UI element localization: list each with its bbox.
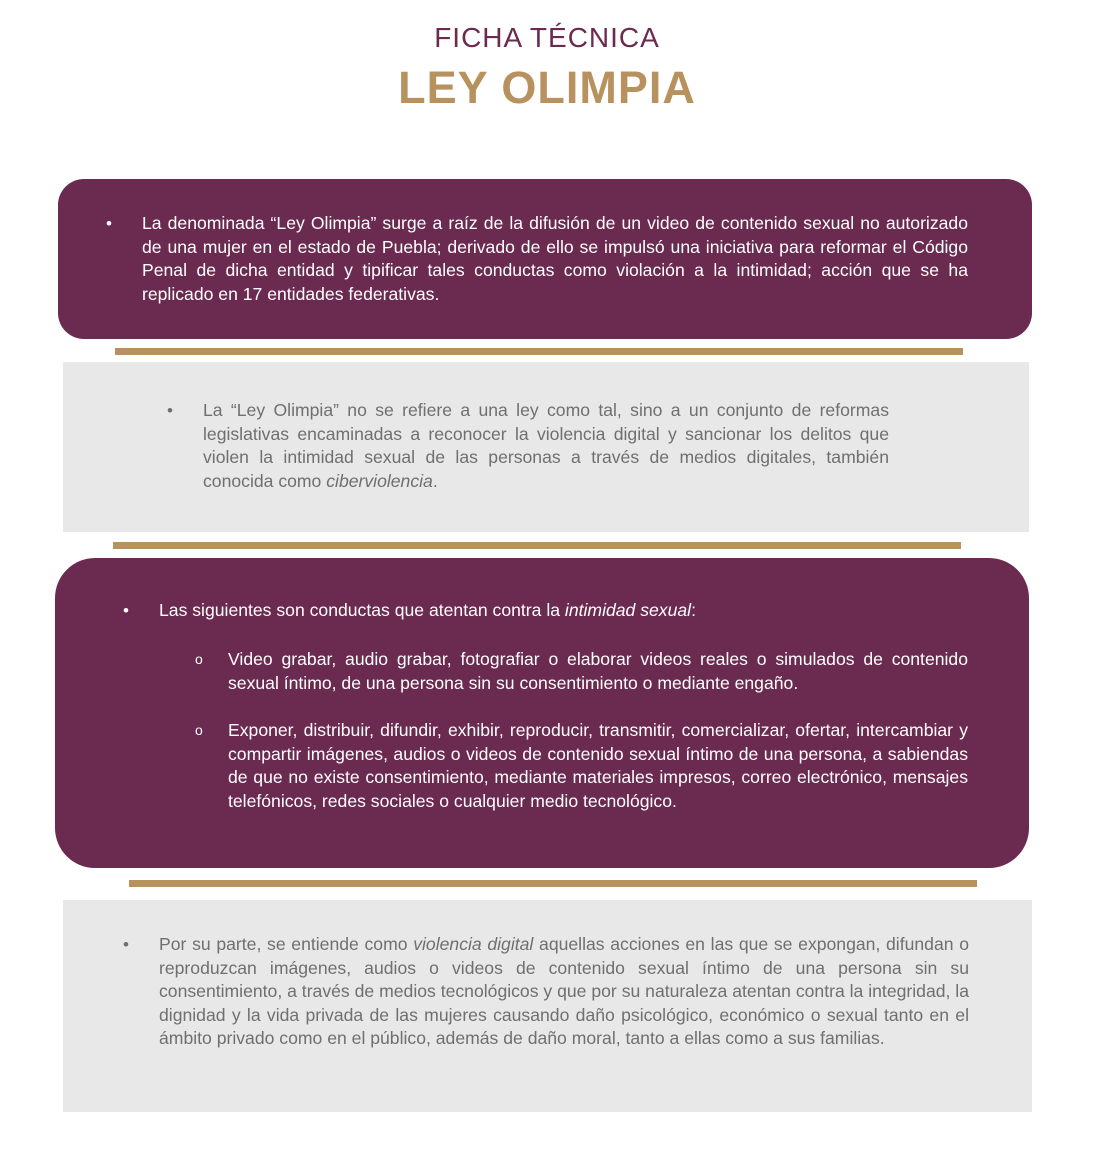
conducts-intro-end: : — [691, 600, 696, 620]
origin-info-card — [58, 179, 1032, 339]
bullet-marker: • — [167, 401, 173, 420]
definition-emphasis: ciberviolencia — [326, 470, 433, 491]
gold-divider — [115, 348, 963, 355]
conducts-intro — [159, 599, 959, 623]
digital-violence-paragraph — [159, 933, 969, 1051]
conducts-intro-emphasis: intimidad sexual — [564, 600, 692, 620]
conducts-intro-text: Las siguientes son conductas que atentan contra la — [159, 600, 565, 620]
gold-divider — [113, 542, 961, 549]
digital-violence-card — [63, 900, 1032, 1112]
bullet-marker: • — [106, 214, 112, 233]
digital-violence-text: Por su parte, se entiende como — [159, 934, 414, 954]
sub-bullet-marker: o — [195, 722, 203, 738]
digital-violence-text-end: aquellas acciones en las que se expongan, difundan o reproduzcan imágenes, audios o videos de contenido sexual íntimo de una persona sin su consentimiento, a través de medios tecnológicos y que por su naturaleza atentan contra la integridad, la dignidad y la vida privada de las mujeres causando daño psicológico, económico o sexual tanto en el ámbito privado como en el público, además de daño moral, tanto a ellas como a sus familias. — [159, 934, 970, 1048]
bullet-marker: • — [123, 601, 129, 620]
bullet-marker: • — [123, 935, 129, 954]
digital-violence-emphasis: violencia digital — [413, 934, 534, 954]
gold-divider — [129, 880, 977, 887]
origin-paragraph: La denominada “Ley Olimpia” surge a raíz de la difusión de un video de contenido sexual no autorizado de una mujer en el estado de Puebla; derivado de ello se impulsó una iniciativa para reformar el Código Penal de dicha entidad y tipificar tales conductas como violación a la intimidad; acción que se ha replicado en 17 entidades federativas. — [142, 213, 968, 304]
document-title: LEY OLIMPIA — [398, 62, 696, 113]
definition-text-end: . — [432, 470, 438, 491]
sub-bullet-marker: o — [195, 651, 203, 667]
conducts-card — [55, 558, 1029, 868]
document-subtitle: FICHA TÉCNICA — [434, 22, 660, 53]
definition-text: La “Ley Olimpia” no se refiere a una ley como tal, sino a un conjunto de reformas legislativas encaminadas a reconocer la violencia digital y sancionar los delitos que violen la intimidad sexual de las personas a través de medios digitales, también conocida como — [203, 400, 889, 491]
conduct-item: Exponer, distribuir, difundir, exhibir, reproducir, transmitir, comercializar, ofertar, intercambiar y compartir imágenes, audios o videos de contenido sexual íntimo de una persona, a sabiendas de que no existe consentimiento, mediante materiales impresos, correo electrónico, mensajes telefónicos, redes sociales o cualquier medio tecnológico. — [228, 720, 968, 811]
conduct-item: Video grabar, audio grabar, fotografiar o elaborar videos reales o simulados de contenido sexual íntimo, de una persona sin su consentimiento o mediante engaño. — [228, 649, 968, 693]
definition-paragraph — [203, 399, 889, 493]
definition-card — [63, 362, 1029, 532]
